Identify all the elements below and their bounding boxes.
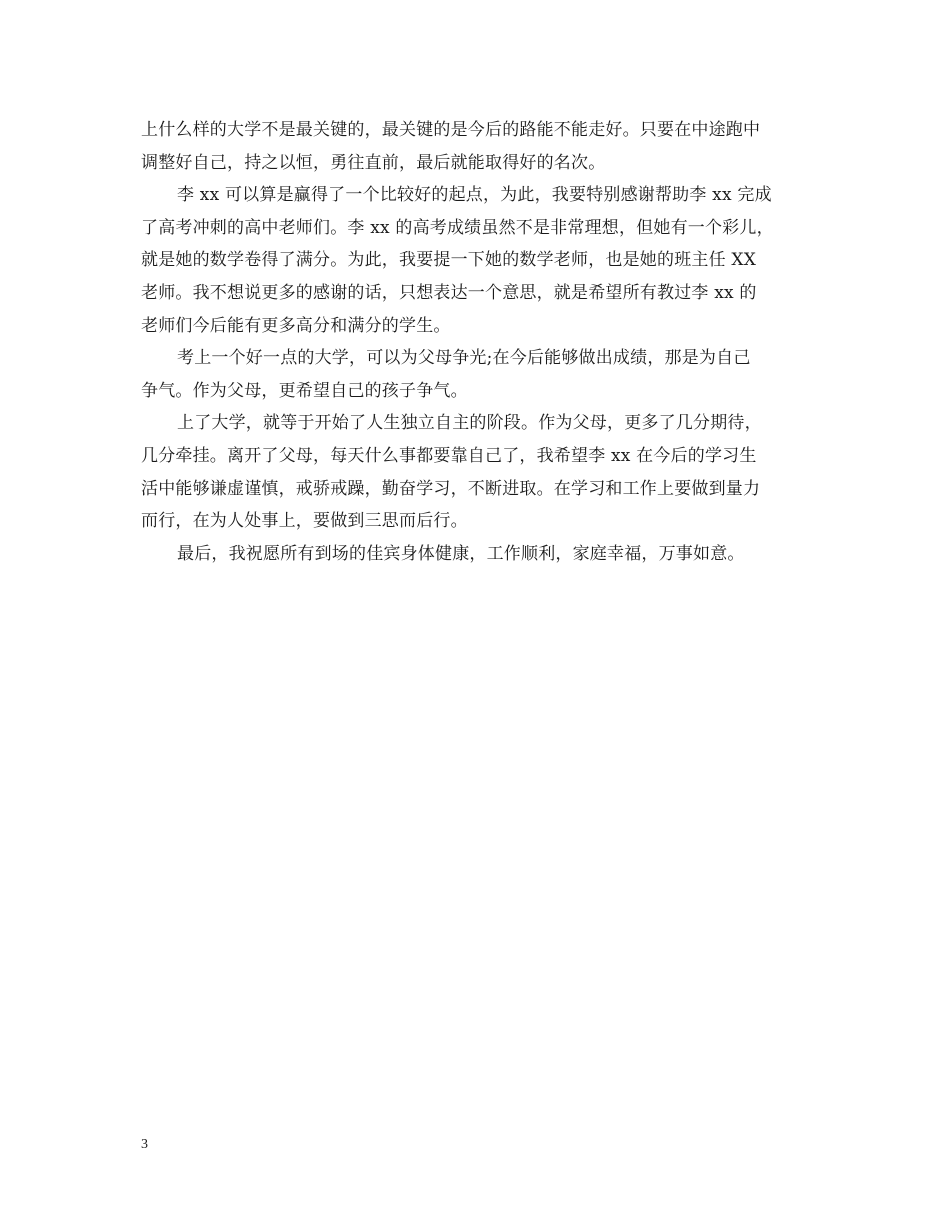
text-line: 上什么样的大学不是最关键的，最关键的是今后的路能不能走好。只要在中途跑中 (141, 120, 761, 140)
text-line: 老师。我不想说更多的感谢的话，只想表达一个意思，就是希望所有教过李 xx 的 (141, 282, 757, 303)
page-number: 3 (141, 1137, 148, 1152)
text-line: 而行，在为人处事上，要做到三思而后行。 (141, 511, 468, 532)
text-line: 调整好自己，持之以恒，勇往直前，最后就能取得好的名次。 (141, 152, 606, 173)
text-line: 了高考冲刺的高中老师们。李 xx 的高考成绩虽然不是非常理想，但她有一个彩儿， (141, 217, 774, 238)
text-line: 考上一个好一点的大学，可以为父母争光;在今后能够做出成绩，那是为自己 (177, 348, 751, 369)
text-line: 争气。作为父母，更希望自己的孩子争气。 (141, 380, 468, 401)
text-line: 活中能够谦虚谨慎，戒骄戒躁，勤奋学习，不断进取。在学习和工作上要做到量力 (141, 478, 761, 499)
text-line: 几分牵挂。离开了父母，每天什么事都要靠自己了，我希望李 xx 在今后的学习生 (141, 445, 757, 466)
text-line: 老师们今后能有更多高分和满分的学生。 (141, 315, 451, 336)
text-line: 李 xx 可以算是赢得了一个比较好的起点，为此，我要特别感谢帮助李 xx 完成 (177, 185, 772, 206)
text-line: 最后，我祝愿所有到场的佳宾身体健康，工作顺利，家庭幸福，万事如意。 (177, 543, 745, 564)
text-line: 就是她的数学卷得了满分。为此，我要提一下她的数学老师，也是她的班主任 XX (141, 250, 757, 271)
body-text (141, 114, 821, 570)
text-line: 上了大学，就等于开始了人生独立自主的阶段。作为父母，更多了几分期待， (177, 413, 762, 434)
